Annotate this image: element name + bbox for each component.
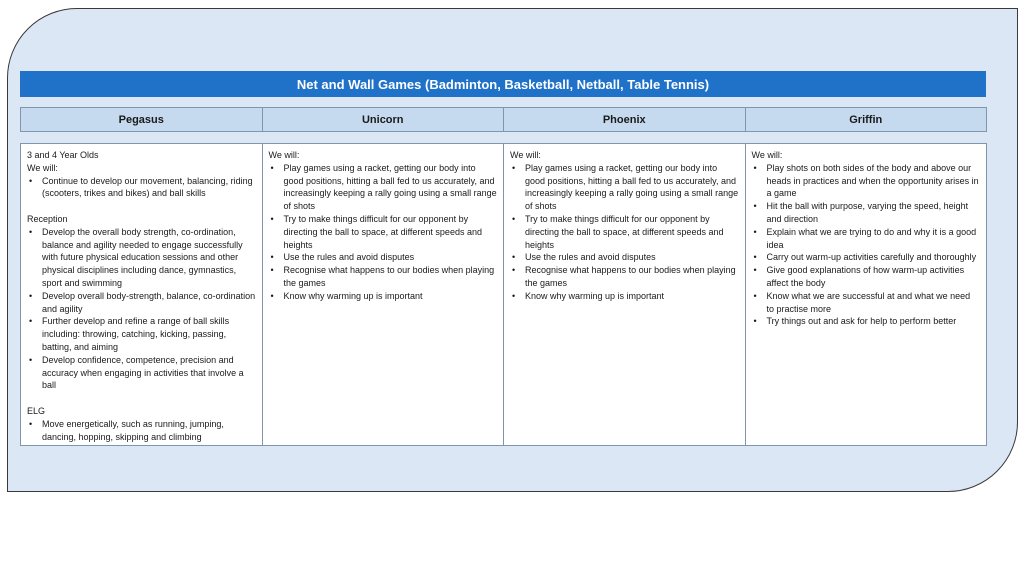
intro-text: We will: xyxy=(751,150,783,160)
list-item: • Try to make things difficult for our opponent by directing the ball to space, at different speeds and heights xyxy=(510,213,739,251)
list-item: • Play games using a racket, getting our body into good positions, hitting a ball fed to us accurately, and increasingly keeping a rally going using a small range of shots xyxy=(269,162,498,213)
list-item: • Give good explanations of how warm-up activities affect the body xyxy=(752,264,981,290)
content-row xyxy=(20,143,987,446)
list-item: • Try to make things difficult for our opponent by directing the ball to space, at different speeds and heights xyxy=(269,213,498,251)
list-item: • Use the rules and avoid disputes xyxy=(510,251,739,264)
cell-griffin xyxy=(746,144,987,445)
list-item: • Know why warming up is important xyxy=(510,290,739,303)
griffin-list xyxy=(752,162,981,328)
intro-text: We will: xyxy=(268,150,300,160)
age-list xyxy=(27,175,256,201)
list-item: • Try things out and ask for help to perform better xyxy=(752,315,981,328)
list-item: • Continue to develop our movement, balancing, riding (scooters, trikes and bikes) and ball skills xyxy=(27,175,256,201)
intro-text: We will: xyxy=(510,150,541,160)
list-item: • Develop confidence, competence, precision and accuracy when engaging in activities that involve a ball xyxy=(27,354,256,392)
list-item: • Use the rules and avoid disputes xyxy=(269,251,498,264)
cell-pegasus xyxy=(21,144,263,445)
list-item: • Know why warming up is important xyxy=(269,290,498,303)
list-item: • Develop the overall body strength, co-ordination, balance and agility needed to engage successfully with future physical education sessions and other physical disciplines including dance, gymnastics, sport and swimming xyxy=(27,226,256,290)
list-item: • Explain what we are trying to do and why it is a good idea xyxy=(752,226,981,252)
list-item: • Develop overall body-strength, balance, co-ordination and agility xyxy=(27,290,256,316)
column-header-row xyxy=(20,107,987,132)
elg-heading: ELG xyxy=(27,405,46,416)
list-item: • Move energetically, such as running, jumping, dancing, hopping, skipping and climbing xyxy=(27,418,256,444)
column-header-unicorn: Unicorn xyxy=(263,108,505,131)
column-header-phoenix: Phoenix xyxy=(504,108,746,131)
list-item: • Know what we are successful at and what we need to practise more xyxy=(752,290,981,316)
reception-list xyxy=(27,226,256,392)
column-header-griffin: Griffin xyxy=(849,113,883,126)
age-heading: 3 and 4 Year Olds xyxy=(27,150,99,160)
cell-unicorn xyxy=(263,144,505,445)
page-title: Net and Wall Games (Badminton, Basketball, Netball, Table Tennis) xyxy=(20,71,986,97)
list-item: • Recognise what happens to our bodies when playing the games xyxy=(269,264,498,290)
list-item: • Play games using a racket, getting our body into good positions, hitting a ball fed to us accurately, and increasingly keeping a rally going using a small range of shots xyxy=(510,162,739,213)
list-item: • Hit the ball with purpose, varying the speed, height and direction xyxy=(752,200,981,226)
column-header-pegasus: Pegasus xyxy=(21,108,263,131)
list-item: • Carry out warm-up activities carefully and thoroughly xyxy=(752,251,981,264)
cell-phoenix xyxy=(504,144,746,445)
elg-list xyxy=(27,418,256,444)
list-item: • Further develop and refine a range of ball skills including: throwing, catching, kicking, passing, batting, and aiming xyxy=(27,315,256,353)
reception-heading: Reception xyxy=(27,213,68,224)
list-item: • Play shots on both sides of the body and above our heads in practices and when the opportunity arises in a game xyxy=(752,162,981,200)
unicorn-list xyxy=(269,162,498,303)
intro-text: We will: xyxy=(27,162,58,173)
list-item: • Recognise what happens to our bodies when playing the games xyxy=(510,264,739,290)
phoenix-list xyxy=(510,162,739,303)
